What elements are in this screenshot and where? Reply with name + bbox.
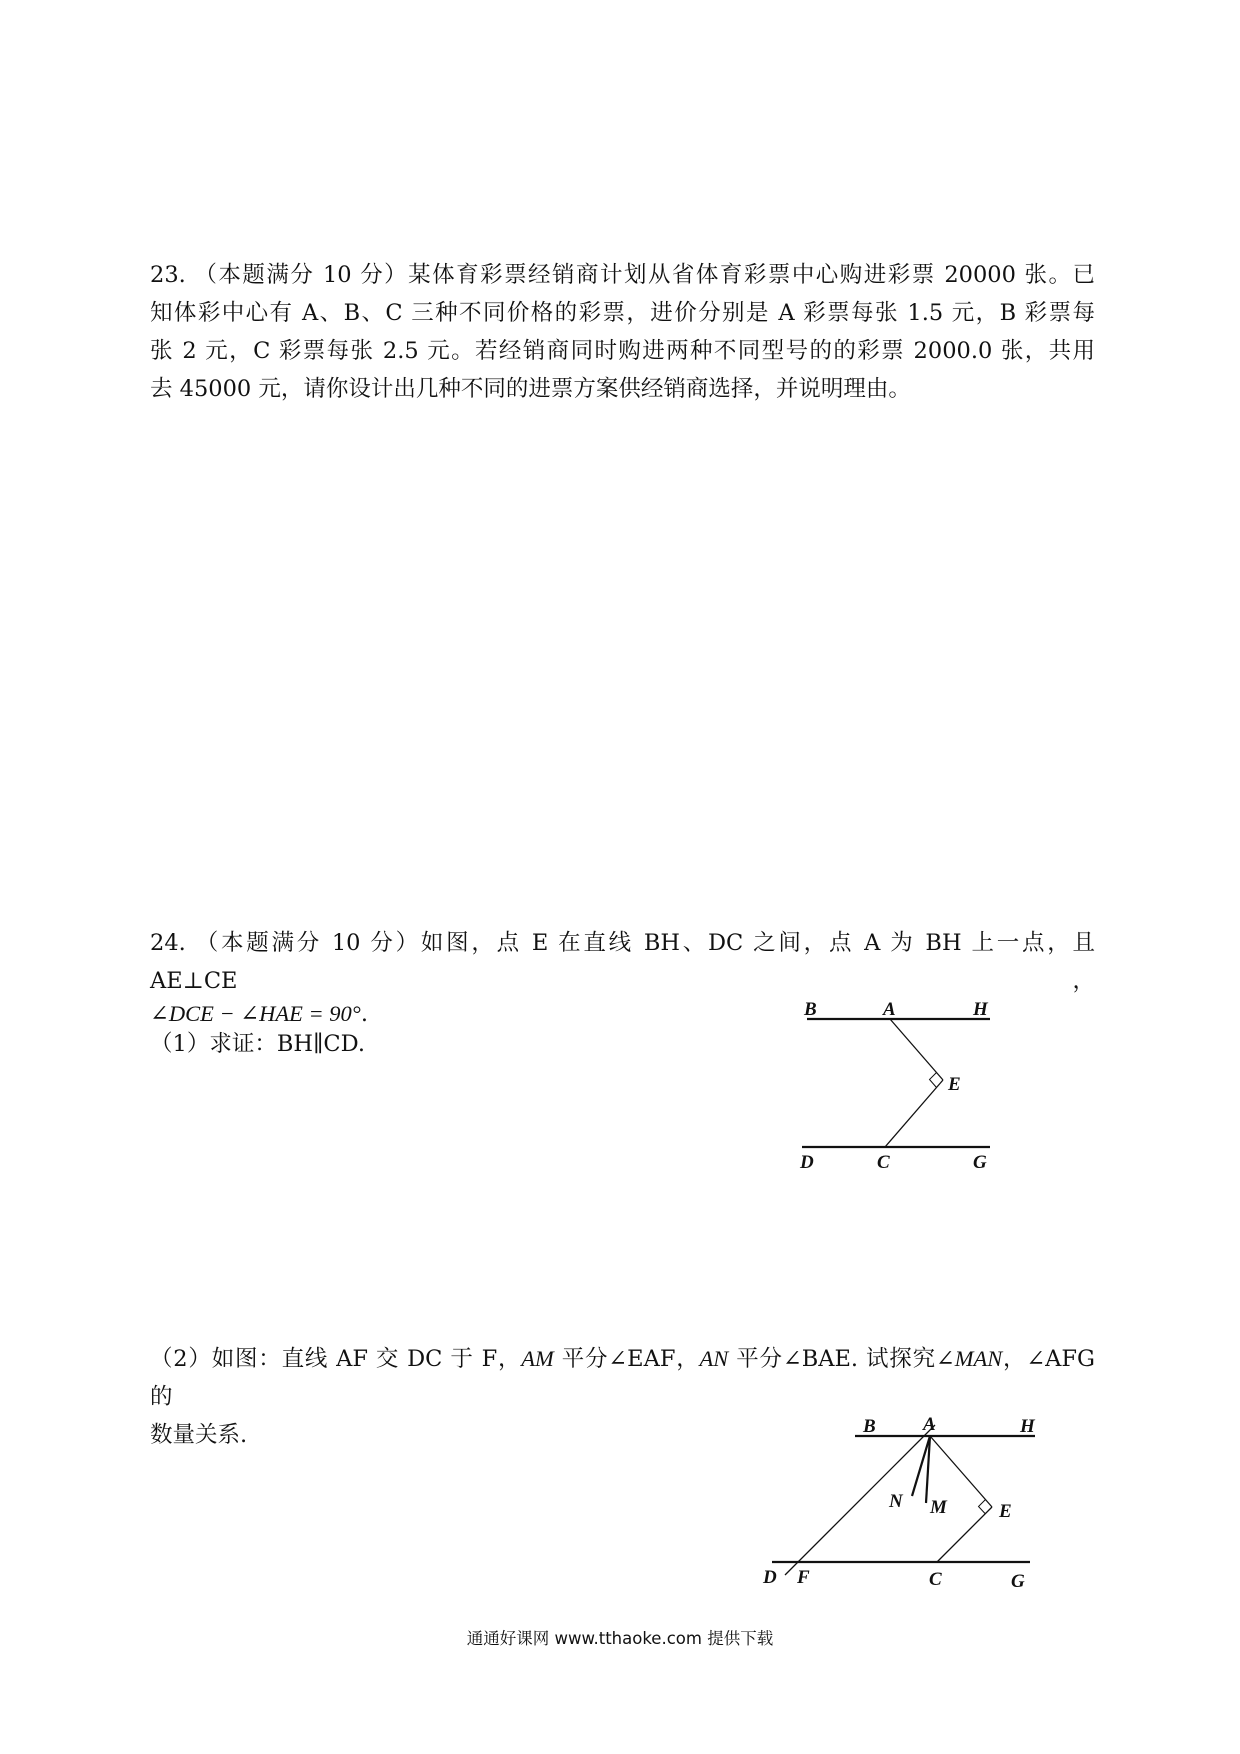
part2-mid-2: 平分∠BAE. 试探究∠ [728,1346,955,1372]
label-a-2: A [923,1414,936,1435]
figure-2 [740,1395,1060,1595]
label-a: A [883,999,896,1020]
q24-part-1: （1）求证：BH∥CD. [150,1031,365,1057]
segment-ae [890,1019,943,1080]
q23-line-2: 知体彩中心有 A、B、C 三种不同价格的彩票，进价分别是 A 彩票每张 1.5 元，B 彩票每 [150,300,1095,326]
q24-line-2-end: . [360,1001,368,1027]
label-c: C [877,1152,890,1173]
part2-suffix: ，∠AFG 的 [150,1346,1096,1410]
label-m: M [930,1497,947,1518]
q23-line-3: 张 2 元，C 彩票每张 2.5 元。若经销商同时购进两种不同型号的的彩票 2000.0 张，共用 [150,338,1095,364]
label-b-2: B [863,1416,876,1437]
label-f: F [797,1567,810,1588]
q23-line-4: 去 45000 元，请你设计出几种不同的进票方案供经销商选择，并说明理由。 [150,376,911,402]
figure-1 [780,995,1010,1185]
math-man: MAN [954,1346,1003,1371]
label-d-2: D [763,1567,777,1588]
question-23 [150,256,1095,408]
math-am: AM [521,1346,554,1371]
label-e-2: E [999,1501,1012,1522]
part2-prefix: （2）如图：直线 AF 交 DC 于 F， [150,1346,522,1372]
q23-line-1: 23. （本题满分 10 分）某体育彩票经销商计划从省体育彩票中心购进彩票 20000 张。已 [150,262,1095,288]
label-d: D [800,1152,814,1173]
label-h-2: H [1020,1416,1035,1437]
footer: 通通好课网 www.tthaoke.com 提供下载 [466,1629,774,1648]
right-angle-mark [930,1073,937,1088]
line-af [785,1425,935,1575]
math-an: AN [699,1346,729,1371]
label-g: G [973,1152,987,1173]
label-g-2: G [1011,1571,1025,1592]
q24-part-2-line-2: 数量关系. [150,1422,248,1448]
label-h: H [973,999,988,1020]
segment-ce [885,1080,943,1147]
angle-equation: ∠DCE − ∠HAE = 90° [150,1001,361,1026]
label-e: E [948,1074,961,1095]
label-c-2: C [929,1569,942,1590]
part2-mid-1: 平分∠EAF， [553,1346,700,1372]
right-angle-mark-2 [979,1500,986,1515]
q24-line-1: 24. （本题满分 10 分）如图，点 E 在直线 BH、DC 之间，点 A 为 BH 上一点，且 AE⊥CE， [150,930,1095,994]
label-b: B [804,999,817,1020]
label-n: N [889,1491,903,1512]
